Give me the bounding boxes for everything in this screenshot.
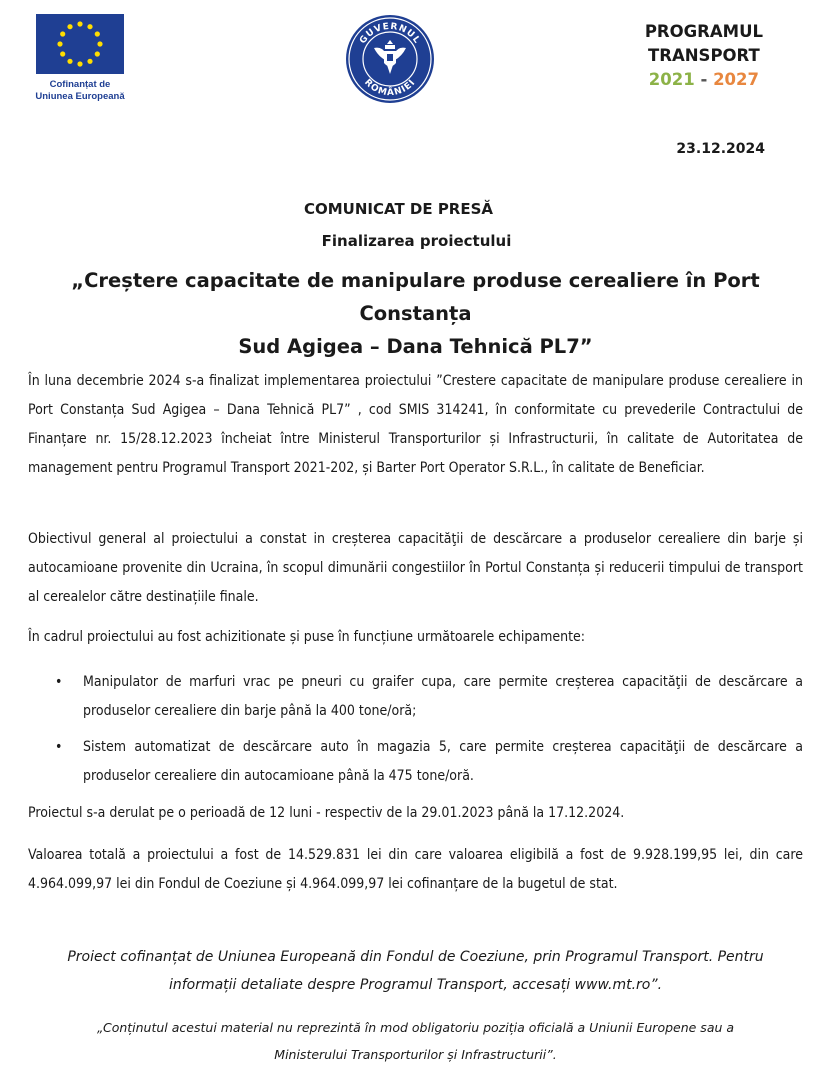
- release-date: 23.12.2024: [676, 141, 765, 157]
- press-release-label: COMUNICAT DE PRESĂ: [303, 200, 494, 218]
- program-year-start: 2021: [648, 70, 695, 89]
- disclaimer-note: [28, 1014, 803, 1068]
- paragraph-objective: Obiectivul general al proiectului a constat in creșterea capacităţii de descărcare a produselor cerealiere din barje și autocamioane provenite din Ucraina, în scopul dimunării congestiilor în Portul Constanța și reducerii timpului de transport al cerealelor către destinațiile finale.: [28, 531, 803, 605]
- equipment-list: [28, 668, 803, 791]
- project-title-line2: Sud Agigea – Dana Tehnică PL7”: [238, 335, 593, 358]
- romanian-government-seal-icon: [344, 13, 436, 105]
- svg-text:ROMÂNIEI: ROMÂNIEI: [362, 77, 418, 99]
- program-years: [645, 68, 763, 92]
- program-line2: TRANSPORT: [648, 46, 760, 65]
- disclaimer-line1: „Conținutul acestui material nu reprezintă în mod obligatoriu poziția oficială a Uniunii Europene sau a: [96, 1020, 735, 1035]
- paragraph-implementation: În luna decembrie 2024 s-a finalizat implementarea proiectului ”Crestere capacitate de manipulare produse cerealiere in Port Constanța Sud Agigea – Dana Tehnică PL7” , cod SMIS 314241, în conformitate cu prevederile Contractului de Finanțare nr. 15/28.12.2023 încheiat între Ministerul Transporturilor și Infrastructurii, în calitate de Autoritatea de management pentru Programul Transport 2021-202, și Barter Port Operator S.R.L., în calitate de Beneficiar.: [28, 373, 803, 476]
- paragraph-value: Valoarea totală a proiectului a fost de 14.529.831 lei din care valoarea eligibilă a fost de 9.928.199,95 lei, din care 4.964.099,97 lei din Fondul de Coeziune și 4.964.099,97 lei cofinanțare de la bugetul de stat.: [28, 847, 803, 892]
- cofinancing-note-line2: informații detaliate despre Programul Transport, accesați www.mt.ro”.: [168, 977, 663, 993]
- program-year-end: 2027: [713, 70, 760, 89]
- project-title-line1: „Creștere capacitate de manipulare produse cerealiere în Port Constanța: [71, 269, 760, 325]
- disclaimer-line2: Ministerului Transporturilor și Infrastructurii”.: [274, 1047, 557, 1062]
- project-title: [28, 264, 803, 363]
- cofinancing-note-line1: Proiect cofinanțat de Uniunea Europeană din Fondul de Coeziune, prin Programul Transport. Pentru: [67, 949, 764, 965]
- program-line1: PROGRAMUL: [644, 22, 763, 41]
- eu-cofinancing-logo: [30, 14, 130, 103]
- bullet-icon: •: [55, 674, 63, 690]
- eu-flag-icon: [36, 14, 124, 74]
- program-year-separator: -: [694, 70, 714, 89]
- eu-caption-line1: Cofinanțat de: [49, 79, 111, 90]
- press-release-body: [28, 367, 803, 899]
- transport-program-logo: [645, 20, 763, 92]
- equipment-item-text: Manipulator de marfuri vrac pe pneuri cu graifer cupa, care permite creșterea capacităţii de descărcare a produselor cerealiere din barje până la 400 tone/oră;: [83, 674, 803, 719]
- svg-text:GUVERNUL: GUVERNUL: [358, 21, 422, 46]
- list-item: [28, 733, 803, 791]
- equipment-item-text: Sistem automatizat de descărcare auto în magazia 5, care permite creșterea capacităţii de descărcare a produselor cerealiere din autocamioane până la 475 tone/oră.: [83, 739, 803, 784]
- bullet-icon: •: [55, 739, 63, 755]
- cofinancing-note: [28, 943, 803, 999]
- paragraph-duration: Proiectul s-a derulat pe o perioadă de 12 luni - respectiv de la 29.01.2023 până la 17.12.2024.: [28, 805, 625, 821]
- paragraph-equipment-intro: În cadrul proiectului au fost achizitionate și puse în funcțiune următoarele echipamente:: [28, 629, 586, 645]
- eu-caption-line2: Uniunea Europeană: [35, 91, 125, 102]
- list-item: [28, 668, 803, 726]
- press-release-subtitle: Finalizarea proiectului: [321, 232, 512, 250]
